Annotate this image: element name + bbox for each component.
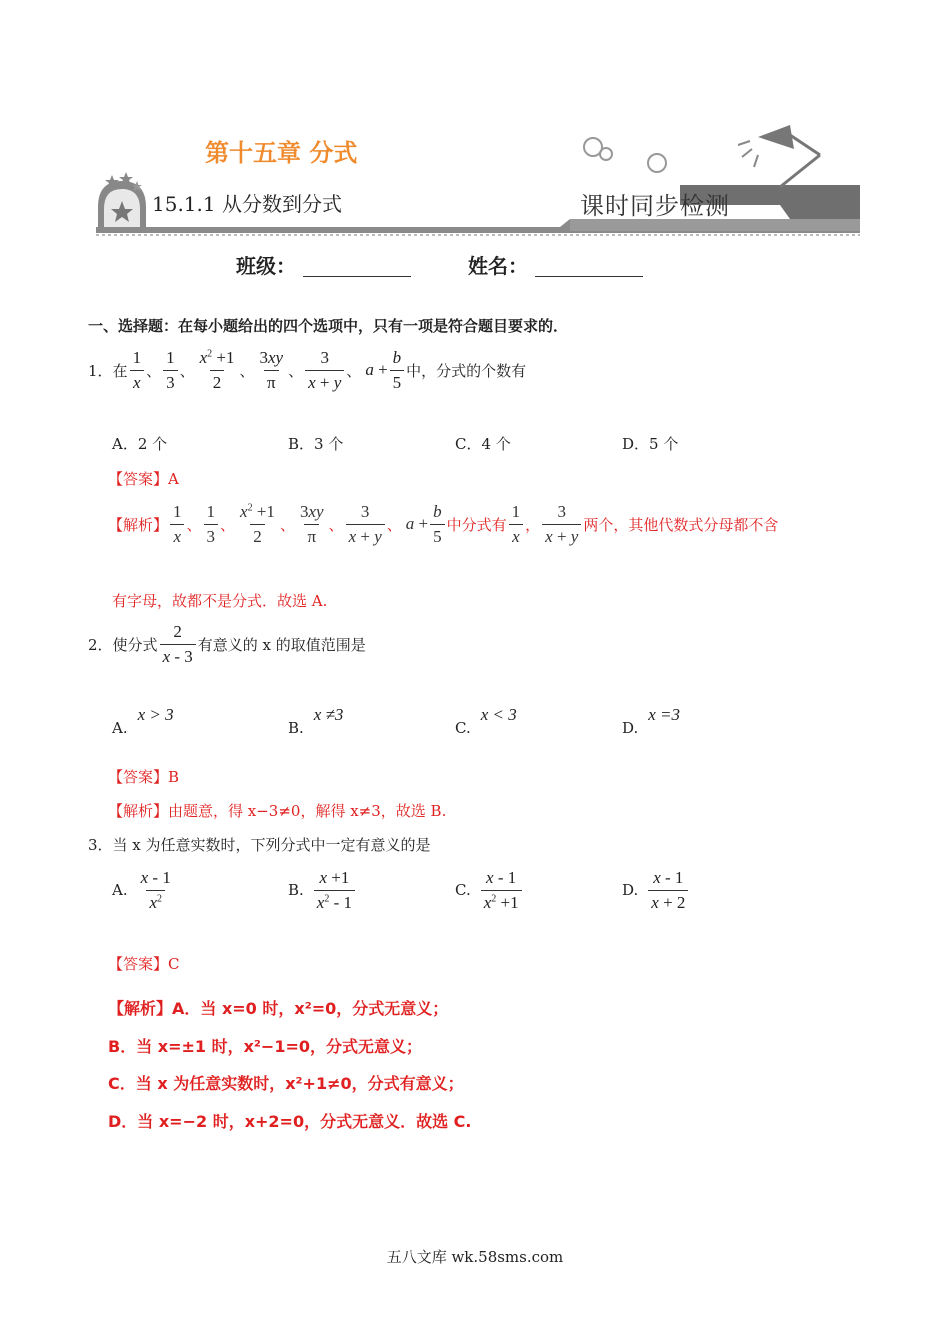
fraction: $\frac{2}{x - 3}$ — [160, 622, 196, 666]
name-field — [468, 250, 643, 279]
q2-option-a[interactable]: A. x > 3 — [112, 705, 174, 737]
footer-watermark: 五八文库 wk.58sms.com — [386, 1248, 564, 1266]
q3-option-b[interactable]: B. $\frac{x +1}{x^2 - 1}$ — [288, 868, 357, 912]
analysis-post: 两个，其他代数式分母都不含 — [583, 515, 779, 534]
q1-analysis-line2: 有字母，故都不是分式．故选 A. — [112, 592, 328, 610]
fraction: $\frac{3xy}{\pi}$ — [299, 502, 324, 546]
q3-option-d[interactable]: D. $\frac{x - 1}{x + 2}$ — [622, 868, 690, 912]
analysis-label: 【解析】 — [108, 515, 169, 534]
q2-analysis: 【解析】由题意，得 x−3≠0，解得 x≠3，故选 B. — [108, 802, 447, 820]
fraction: $\frac{b}{5}$ — [390, 348, 405, 392]
q1-option-c[interactable]: C．4 个 — [455, 435, 511, 453]
fraction: $\frac{3}{x + y}$ — [542, 502, 581, 546]
q2-pre: 使分式 — [112, 635, 158, 654]
fraction: $\frac{x - 1}{x + 2}$ — [648, 868, 688, 912]
fraction: $\frac{1}{3}$ — [204, 502, 219, 546]
q3-analysis-line-1: 【解析】A．当 x=0 时，x²=0，分式无意义； — [108, 999, 449, 1018]
q3-option-a[interactable]: A. $\frac{x - 1}{x^2}$ — [112, 868, 176, 912]
analysis-mid: 中分式有 — [446, 515, 507, 534]
section-heading: 一、选择题：在每小题给出的四个选项中，只有一项是符合题目要求的． — [88, 317, 569, 335]
q2-option-c[interactable]: C. x < 3 — [455, 705, 517, 737]
q3-answer: 【答案】C — [108, 955, 180, 973]
fraction: $\frac{3xy}{\pi}$ — [259, 348, 284, 392]
fraction: $\frac{1}{x}$ — [130, 348, 145, 392]
name-label: 姓名： — [468, 254, 528, 278]
section-title: 15.1.1 从分数到分式 — [152, 192, 342, 216]
class-blank — [303, 276, 411, 277]
q1-option-b[interactable]: B．3 个 — [288, 435, 344, 453]
desk-lamp-icon — [738, 125, 820, 187]
q1-option-a[interactable]: A．2 个 — [112, 435, 168, 453]
fraction: $\frac{1}{x}$ — [509, 502, 524, 546]
q2-option-b[interactable]: B. x ≠3 — [288, 705, 344, 737]
banner-right-title: 课时同步检测 — [580, 192, 730, 220]
q1-analysis: 【解析】 $\frac{1}{x}$ 、 $\frac{1}{3}$ 、 $\frac{x^2 +1}{2}$ 、 $\frac{3xy}{\pi}$ 、 $\frac{3}{x + y}$ 、 a + $\frac{b}{5}$ 中分式有 $\frac{1}{x}$ ， $\frac{3}{x + y}$ 两个，其他代数式分母都不含 — [108, 502, 779, 546]
fraction: $\frac{x - 1}{x^2}$ — [140, 868, 171, 912]
q3-analysis-line-2: B．当 x=±1 时，x²−1=0，分式无意义； — [108, 1037, 423, 1056]
name-blank — [535, 276, 643, 277]
chapter-title: 第十五章 分式 — [205, 139, 358, 167]
fraction: $\frac{x +1}{x^2 - 1}$ — [314, 868, 355, 912]
fraction: $\frac{3}{x + y}$ — [346, 502, 385, 546]
q1-pre: 在 — [112, 361, 128, 380]
star-badge-icon — [98, 172, 146, 227]
fraction: $\frac{3}{x + y}$ — [305, 348, 344, 392]
class-field — [236, 250, 411, 279]
q1-number: 1． — [88, 361, 113, 380]
class-label: 班级： — [236, 254, 296, 278]
q1-stem: 1． 在 $\frac{1}{x}$ 、 $\frac{1}{3}$ 、 $\frac{x^2 +1}{2}$ 、 $\frac{3xy}{\pi}$ 、 $\frac{3}{x + y}$ 、 a + $\frac{b}{5}$ 中，分式的个数有 — [88, 348, 527, 392]
q2-stem — [88, 622, 366, 666]
q3-analysis-line-3: C．当 x 为任意实数时，x²+1≠0，分式有意义； — [108, 1074, 464, 1093]
fraction: $\frac{x - 1}{x^2 +1}$ — [481, 868, 522, 912]
q2-number: 2． — [88, 635, 113, 654]
q2-option-d[interactable]: D. x =3 — [622, 705, 681, 737]
fraction: $\frac{x^2 +1}{2}$ — [199, 348, 235, 392]
q3-option-c[interactable]: C. $\frac{x - 1}{x^2 +1}$ — [455, 868, 524, 912]
q1-option-d[interactable]: D．5 个 — [622, 435, 679, 453]
fraction: $\frac{1}{x}$ — [170, 502, 185, 546]
fraction: $\frac{x^2 +1}{2}$ — [240, 502, 275, 546]
q1-post: 中，分式的个数有 — [406, 361, 527, 380]
fraction: $\frac{b}{5}$ — [430, 502, 445, 546]
fraction: $\frac{1}{3}$ — [163, 348, 178, 392]
q2-post: 有意义的 x 的取值范围是 — [197, 635, 366, 654]
q1-answer: 【答案】A — [108, 470, 179, 488]
q3-stem: 3．当 x 为任意实数时，下列分式中一定有意义的是 — [88, 836, 431, 854]
q2-answer: 【答案】B — [108, 768, 180, 786]
q3-analysis-line-4: D．当 x=−2 时，x+2=0，分式无意义．故选 C. — [108, 1112, 472, 1131]
